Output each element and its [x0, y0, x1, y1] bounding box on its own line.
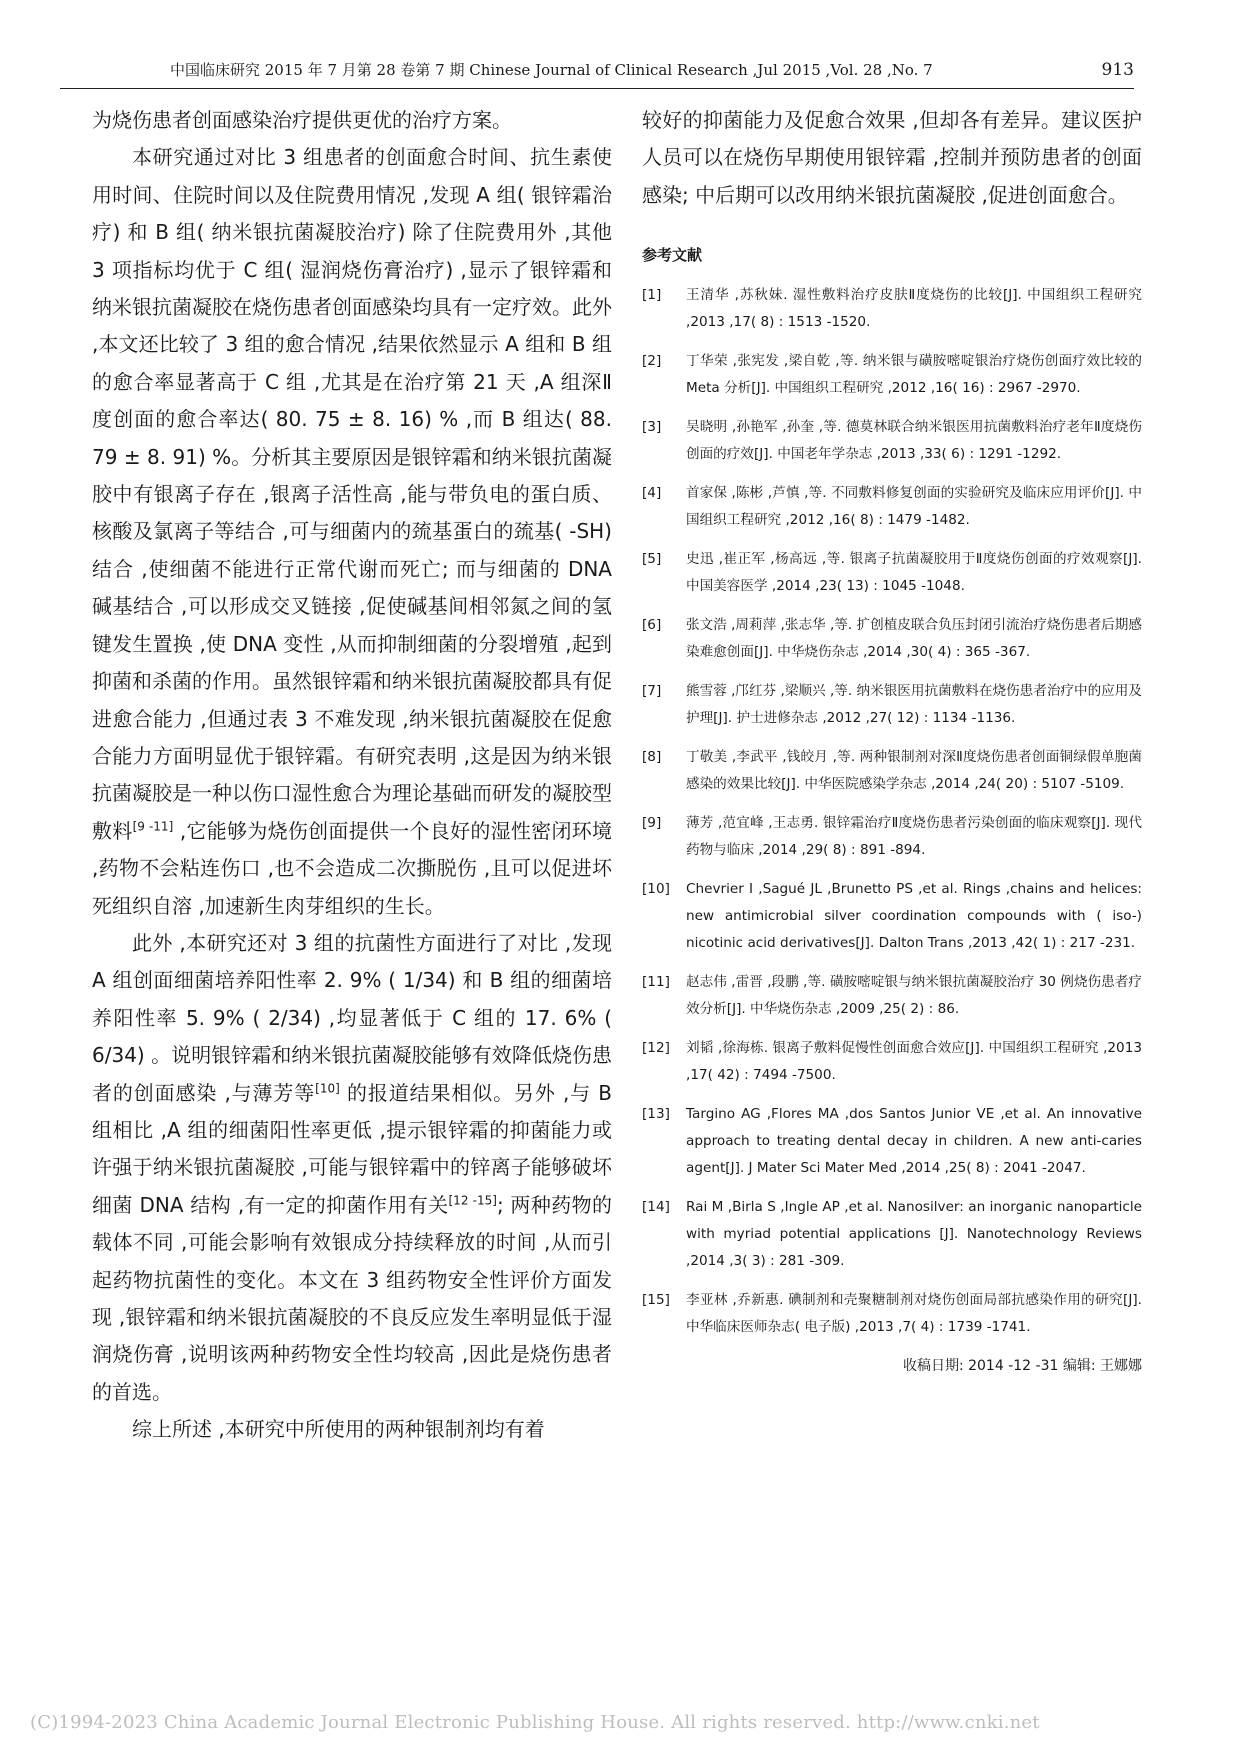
- reference-number: [5]: [642, 551, 662, 568]
- paragraph-text: ; 两种药物的载体不同 ,可能会影响有效银成分持续释放的时间 ,从而引起药物抗菌性的变化。本文在 3 组药物安全性评价方面发现 ,银锌霜和纳米银抗菌凝胶的不良反应发生率明显低于湿润烧伤膏 ,说明该两种药物安全性均较高 ,因此是烧伤患者的首选。: [92, 1192, 612, 1404]
- reference-text: 赵志伟 ,雷晋 ,段鹏 ,等. 磺胺嘧啶银与纳米银抗菌凝胶治疗 30 例烧伤患者疗效分析[J]. 中华烧伤杂志 ,2009 ,25( 2) : 86.: [686, 974, 1142, 1018]
- reference-text: 熊雪蓉 ,邝红芬 ,梁顺兴 ,等. 纳米银医用抗菌敷料在烧伤患者治疗中的应用及护理[J]. 护士进修杂志 ,2012 ,27( 12) : 1134 -1136.: [686, 683, 1142, 727]
- reference-item: [642, 1035, 1142, 1089]
- reference-number: [3]: [642, 419, 662, 436]
- reference-text: 史迅 ,崔正军 ,杨高远 ,等. 银离子抗菌凝胶用于Ⅱ度烧伤创面的疗效观察[J]. 中国美容医学 ,2014 ,23( 13) : 1045 -1048.: [686, 551, 1142, 595]
- reference-number: [11]: [642, 974, 670, 991]
- journal-citation: 中国临床研究 2015 年 7 月第 28 卷第 7 期 Chinese Journal of Clinical Research ,Jul 2015 ,Vol. 28 ,No. 7: [170, 61, 933, 79]
- reference-item: [642, 969, 1142, 1023]
- reference-number: [9]: [642, 815, 662, 832]
- reference-text: 王清华 ,苏秋妹. 湿性敷料治疗皮肤Ⅱ度烧伤的比较[J]. 中国组织工程研究 ,2013 ,17( 8) : 1513 -1520.: [686, 287, 1142, 331]
- reference-number: [13]: [642, 1106, 670, 1123]
- paragraph-discussion-1: [92, 139, 612, 925]
- left-column: [92, 102, 612, 1449]
- reference-text: 李亚林 ,乔新惠. 碘制剂和壳聚糖制剂对烧伤创面局部抗感染作用的研究[J]. 中华临床医师杂志( 电子版) ,2013 ,7( 4) : 1739 -1741.: [686, 1292, 1142, 1336]
- reference-number: [4]: [642, 485, 662, 502]
- paragraph-discussion-2: [92, 925, 612, 1411]
- reference-item: [642, 480, 1142, 534]
- reference-item: [642, 282, 1142, 336]
- copyright-watermark: (C)1994-2023 China Academic Journal Electronic Publishing House. All rights reserved. http://www.cnki.net: [30, 1712, 1040, 1733]
- reference-number: [14]: [642, 1199, 670, 1216]
- reference-item: [642, 744, 1142, 798]
- reference-number: [15]: [642, 1292, 670, 1309]
- reference-text: Chevrier I ,Sagué JL ,Brunetto PS ,et al. Rings ,chains and helices: new antimicrobial silver coordination compounds with ( iso-) nicotinic acid derivatives[J]. Dalton Trans ,2013 ,42( 1) : 217 -231.: [686, 881, 1142, 952]
- paragraph-conclusion: 综上所述 ,本研究中所使用的两种银制剂均有着: [132, 1417, 545, 1442]
- running-header: [60, 56, 1134, 90]
- page-number: 913: [1101, 60, 1134, 80]
- citation-superscript: [10]: [315, 1080, 340, 1095]
- right-column: [642, 102, 1142, 1379]
- paragraph-text: 此外 ,本研究还对 3 组的抗菌性方面进行了对比 ,发现 A 组创面细菌培养阳性率 2. 9% ( 1/34) 和 B 组的细菌培养阳性率 5. 9% ( 2/34) ,均显著低于 C 组的 17. 6% ( 6/34) 。说明银锌霜和纳米银抗菌凝胶能够有效降低烧伤患者的创面感染 ,与薄芳等: [92, 930, 612, 1105]
- paragraph-text: ,它能够为烧伤创面提供一个良好的湿性密闭环境 ,药物不会粘连伤口 ,也不会造成二次撕脱伤 ,且可以促进坏死组织自溶 ,加速新生肉芽组织的生长。: [92, 818, 613, 918]
- paragraph-conclusion-continued: 较好的抑菌能力及促愈合效果 ,但却各有差异。建议医护人员可以在烧伤早期使用银锌霜 ,控制并预防患者的创面感染; 中后期可以改用纳米银抗菌凝胶 ,促进创面愈合。: [642, 108, 1142, 207]
- reference-item: [642, 546, 1142, 600]
- references-heading: 参考文献: [642, 246, 703, 265]
- paragraph-text: 的报道结果相似。另外 ,与 B 组相比 ,A 组的细菌阳性率更低 ,提示银锌霜的抑菌能力或许强于纳米银抗菌凝胶 ,可能与银锌霜中的锌离子能够破坏细菌 DNA 结构 ,有一定的抑菌作用有关: [92, 1080, 612, 1217]
- reference-item: [642, 414, 1142, 468]
- reference-item: [642, 1101, 1142, 1182]
- reference-item: [642, 876, 1142, 957]
- header-rule: [60, 88, 1134, 89]
- reference-number: [12]: [642, 1040, 670, 1057]
- reference-number: [10]: [642, 881, 670, 898]
- reference-number: [6]: [642, 617, 662, 634]
- citation-superscript: [9 -11]: [132, 819, 174, 834]
- reference-text: 首家保 ,陈彬 ,芦慎 ,等. 不同敷料修复创面的实验研究及临床应用评价[J]. 中国组织工程研究 ,2012 ,16( 8) : 1479 -1482.: [686, 485, 1142, 529]
- reference-text: 丁敬美 ,李武平 ,钱皎月 ,等. 两种银制剂对深Ⅱ度烧伤患者创面铜绿假单胞菌感染的效果比较[J]. 中华医院感染学杂志 ,2014 ,24( 20) : 5107 -5109.: [686, 749, 1142, 793]
- reference-number: [1]: [642, 287, 662, 304]
- reference-text: Targino AG ,Flores MA ,dos Santos Junior VE ,et al. An innovative approach to treating dental decay in children. A new anti-caries agent[J]. J Mater Sci Mater Med ,2014 ,25( 8) : 2041 -2047.: [686, 1106, 1142, 1177]
- reference-text: Rai M ,Birla S ,Ingle AP ,et al. Nanosilver: an inorganic nanoparticle with myriad potential applications [J]. Nanotechnology Reviews ,2014 ,3( 3) : 281 -309.: [686, 1199, 1142, 1270]
- received-date: 收稿日期: 2014 -12 -31 编辑: 王娜娜: [902, 1358, 1142, 1375]
- reference-text: 张文浩 ,周莉萍 ,张志华 ,等. 扩创植皮联合负压封闭引流治疗烧伤患者后期感染难愈创面[J]. 中华烧伤杂志 ,2014 ,30( 4) : 365 -367.: [686, 617, 1142, 661]
- reference-text: 吴晓明 ,孙艳军 ,孙奎 ,等. 德莫林联合纳米银医用抗菌敷料治疗老年Ⅱ度烧伤创面的疗效[J]. 中国老年学杂志 ,2013 ,33( 6) : 1291 -1292.: [686, 419, 1142, 463]
- paragraph-text: 本研究通过对比 3 组患者的创面愈合时间、抗生素使用时间、住院时间以及住院费用情况 ,发现 A 组( 银锌霜治疗) 和 B 组( 纳米银抗菌凝胶治疗) 除了住院费用外 ,其他 3 项指标均优于 C 组( 湿润烧伤膏治疗) ,显示了银锌霜和纳米银抗菌凝胶在烧伤患者创面感染均具有一定疗效。此外 ,本文还比较了 3 组的愈合情况 ,结果依然显示 A 组和 B 组的愈合率显著高于 C 组 ,尤其是在治疗第 21 天 ,A 组深Ⅱ度创面的愈合率达( 80. 75 ± 8. 16) % ,而 B 组达( 88. 79 ± 8. 91) %。分析其主要原因是银锌霜和纳米银抗菌凝胶中有银离子存在 ,银离子活性高 ,能与带负电的蛋白质、核酸及氯离子等结合 ,可与细菌内的巯基蛋白的巯基( -SH) 结合 ,使细菌不能进行正常代谢而死亡; 而与细菌的 DNA 碱基结合 ,可以形成交叉链接 ,促使碱基间相邻氮之间的氢键发生置换 ,使 DNA 变性 ,从而抑制细菌的分裂增殖 ,起到抑菌和杀菌的作用。虽然银锌霜和纳米银抗菌凝胶都具有促进愈合能力 ,但通过表 3 不难发现 ,纳米银抗菌凝胶在促愈合能力方面明显优于银锌霜。有研究表明 ,这是因为纳米银抗菌凝胶是一种以伤口湿性愈合为理论基础而研发的凝胶型敷料: [92, 145, 612, 843]
- reference-text: 丁华荣 ,张宪发 ,梁自乾 ,等. 纳米银与磺胺嘧啶银治疗烧伤创面疗效比较的 Meta 分析[J]. 中国组织工程研究 ,2012 ,16( 16) : 2967 -2970.: [686, 353, 1142, 397]
- reference-list: [642, 282, 1142, 1341]
- reference-item: [642, 1287, 1142, 1341]
- reference-item: [642, 678, 1142, 732]
- reference-item: [642, 810, 1142, 864]
- citation-superscript: [12 -15]: [448, 1193, 497, 1208]
- paragraph-continuation: 为烧伤患者创面感染治疗提供更优的治疗方案。: [92, 108, 512, 132]
- reference-text: 刘韬 ,徐海栋. 银离子敷料促慢性创面愈合效应[J]. 中国组织工程研究 ,2013 ,17( 42) : 7494 -7500.: [686, 1040, 1142, 1084]
- reference-item: [642, 612, 1142, 666]
- reference-item: [642, 348, 1142, 402]
- reference-number: [2]: [642, 353, 662, 370]
- reference-text: 薄芳 ,范宜峰 ,王志勇. 银锌霜治疗Ⅱ度烧伤患者污染创面的临床观察[J]. 现代药物与临床 ,2014 ,29( 8) : 891 -894.: [686, 815, 1142, 859]
- reference-number: [8]: [642, 749, 662, 766]
- reference-item: [642, 1194, 1142, 1275]
- reference-number: [7]: [642, 683, 662, 700]
